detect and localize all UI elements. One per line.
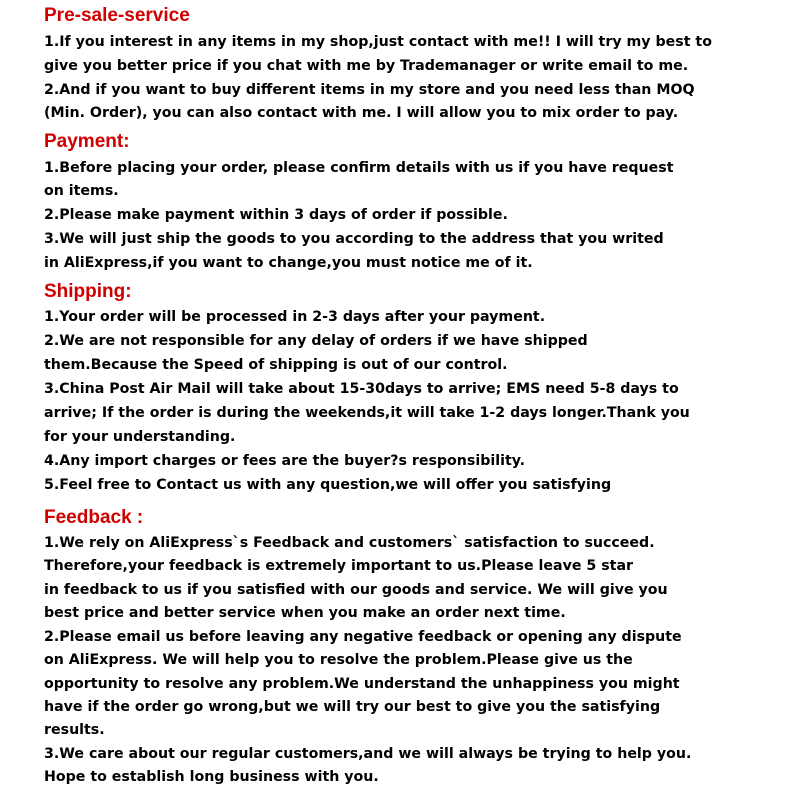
shipping-line: for your understanding. [44,429,236,445]
payment-line: in AliExpress,if you want to change,you must notice me of it. [44,255,533,271]
feedback-line: 1.We rely on AliExpress`s Feedback and customers` satisfaction to succeed. [44,535,655,551]
payment-heading: Payment: [44,131,130,152]
payment-line: 3.We will just ship the goods to you according to the address that you writed [44,231,664,247]
feedback-line: 2.Please email us before leaving any negative feedback or opening any dispute [44,629,682,645]
payment-line: 1.Before placing your order, please confirm details with us if you have request [44,160,674,176]
feedback-line: in feedback to us if you satisfied with our goods and service. We will give you [44,582,668,598]
shipping-line: 1.Your order will be processed in 2-3 days after your payment. [44,309,546,325]
presale-line: 1.If you interest in any items in my shop,just contact with me!! I will try my best to [44,34,712,50]
feedback-line: opportunity to resolve any problem.We understand the unhappiness you might [44,676,680,692]
feedback-line: results. [44,722,105,738]
feedback-heading: Feedback : [44,507,144,528]
shipping-line: 4.Any import charges or fees are the buyer?s responsibility. [44,453,526,469]
payment-line: on items. [44,183,119,199]
feedback-line: have if the order go wrong,but we will try our best to give you the satisfying [44,699,661,715]
shipping-heading: Shipping: [44,281,132,302]
shipping-line: them.Because the Speed of shipping is out of our control. [44,357,508,373]
presale-heading: Pre-sale-service [44,5,190,26]
shipping-line: 3.China Post Air Mail will take about 15-30days to arrive; EMS need 5-8 days to [44,381,679,397]
payment-line: 2.Please make payment within 3 days of order if possible. [44,207,508,223]
shipping-line: 2.We are not responsible for any delay of orders if we have shipped [44,333,588,349]
presale-line: give you better price if you chat with me by Trademanager or write email to me. [44,58,689,74]
feedback-line: Therefore,your feedback is extremely important to us.Please leave 5 star [44,558,634,574]
shipping-line: arrive; If the order is during the weekends,it will take 1-2 days longer.Thank you [44,405,690,421]
feedback-line: best price and better service when you make an order next time. [44,605,566,621]
shipping-line: 5.Feel free to Contact us with any question,we will offer you satisfying [44,477,612,493]
presale-line: 2.And if you want to buy different items in my store and you need less than MOQ [44,82,695,98]
feedback-line: on AliExpress. We will help you to resolve the problem.Please give us the [44,652,633,668]
presale-line: (Min. Order), you can also contact with me. I will allow you to mix order to pay. [44,105,679,121]
feedback-line: 3.We care about our regular customers,and we will always be trying to help you. [44,746,692,762]
feedback-line: Hope to establish long business with you. [44,769,379,785]
